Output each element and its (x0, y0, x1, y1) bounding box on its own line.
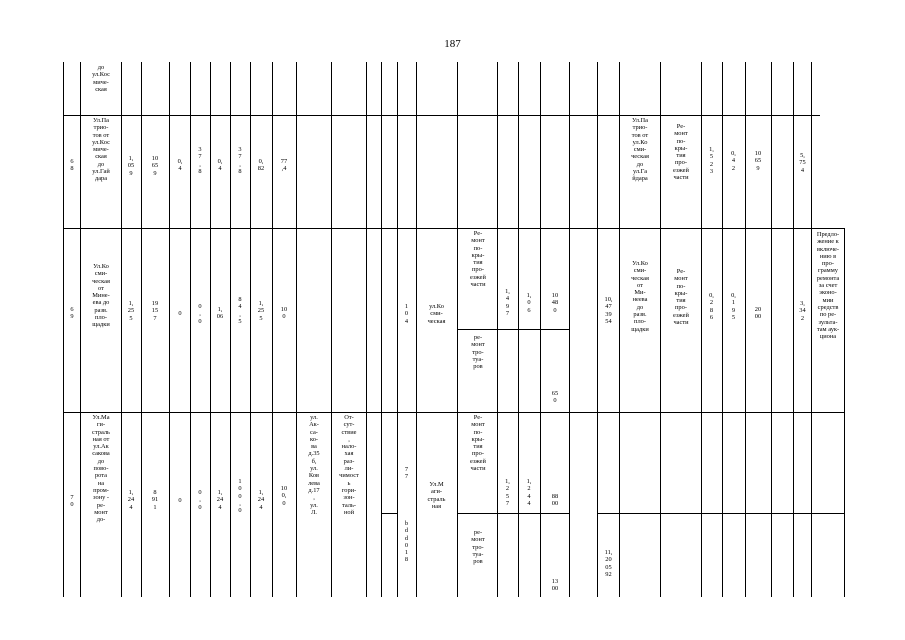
street-cell: Ул.М аги- страль ная (427, 481, 446, 510)
value-cell: 0, 82 (257, 158, 265, 173)
value-cell: 0, 4 (217, 158, 223, 173)
col-border (540, 62, 541, 597)
value-cell: 0 (178, 310, 182, 317)
col-border (121, 62, 122, 597)
col-border (701, 62, 702, 597)
address-cell: ул. Ак- са- ко- ва д.35 б, ул. Ков лева д.17 , ул. Л. (308, 414, 320, 516)
street-name-cell: Ул.Ко сми- ческая от Ми- неева до разв. пло- щадки (631, 260, 649, 333)
row-border (63, 228, 844, 229)
value-cell: 1, 2 4 4 (526, 478, 532, 507)
col-border (230, 62, 231, 597)
col-border (80, 62, 81, 597)
value-cell: 19 15 7 (151, 300, 159, 322)
note-cell: Предло- жение к включе- нию в про- грамму ремонта за счет эконо- мии средств по ре- зульта- там аук- циона (816, 231, 840, 341)
row-number: 6 9 (70, 306, 74, 321)
value-cell: 3, 34 2 (799, 300, 806, 322)
value-cell: 1, 25 5 (257, 300, 265, 322)
value-cell: 1, 5 2 3 (709, 146, 714, 175)
value-cell: 0 , 0 (198, 489, 202, 511)
value-cell: 0 (178, 497, 182, 504)
work-type-cell: ре- монт тро- туа- ров (471, 529, 485, 566)
value-cell: 1, 0 6 (526, 292, 532, 314)
value-cell: 1, 4 9 7 (505, 288, 510, 317)
sub-row-border (382, 513, 397, 514)
value-cell: 1, 05 9 (127, 155, 135, 177)
value-cell: 8 91 1 (151, 489, 159, 511)
value-cell: 77 ,4 (280, 158, 288, 173)
street-cell: ул.Ко сми- ческая (427, 303, 446, 325)
col-border (844, 228, 845, 597)
value-cell: 1 0 0 , 0 (238, 478, 242, 515)
col-border (169, 62, 170, 597)
row-border (63, 115, 820, 116)
col-border (518, 62, 519, 597)
col-border (722, 62, 723, 597)
col-border (745, 62, 746, 597)
col-border (457, 62, 458, 597)
value-cell: 13 00 (551, 578, 559, 593)
col-border (366, 62, 367, 597)
col-border (569, 62, 570, 597)
value-cell: 1, 24 4 (127, 489, 135, 511)
page-number: 187 (444, 38, 461, 50)
total-cell: 10, 47 39 54 (604, 296, 613, 325)
col-border (331, 62, 332, 597)
work-type-cell: Ре- монт по- кры- тия про- езжей части (673, 123, 689, 182)
sub-row-border (458, 513, 569, 514)
value-cell: 3 7 , 8 (198, 146, 202, 175)
street-name-cell: Ул.Па трио- тов от ул.Ко сми- ческая до ул.Га йдара (631, 117, 649, 183)
col-border (210, 62, 211, 597)
col-border (141, 62, 142, 597)
value-cell: 0 , 0 (198, 303, 202, 325)
col-border (397, 62, 398, 597)
quantity-cell: 1 0 4 (404, 303, 409, 325)
col-border (250, 62, 251, 597)
value-cell: 10 0 (280, 306, 288, 321)
work-type-cell: Ре- монт по- кры- тия про- езжей части (470, 230, 486, 289)
col-border (296, 62, 297, 597)
value-cell: 10 0, 0 (280, 485, 288, 507)
value-cell: 10 48 0 (551, 292, 559, 314)
value-cell: 0, 4 (177, 158, 183, 173)
work-type-cell: ре- монт тро- туа- ров (471, 334, 485, 371)
value-cell: 0, 1 9 5 (731, 292, 736, 321)
col-border (63, 62, 64, 597)
value-cell: 10 65 9 (754, 150, 762, 172)
value-cell: 10 65 9 (151, 155, 159, 177)
col-border (416, 62, 417, 597)
col-border (771, 62, 772, 597)
value-cell: 88 00 (551, 493, 559, 508)
col-border (190, 62, 191, 597)
sub-row-border (458, 329, 569, 330)
value-cell: 8 4 , 5 (238, 296, 242, 325)
street-name-cell: Ул.Ма ги- страль ная от ул.Ак сакова до пово- рота на пром- зону - ре- монт до- (92, 414, 110, 524)
value-cell: 5, 75 4 (799, 152, 806, 174)
value-cell: 3 7 , 8 (238, 146, 242, 175)
col-border (497, 62, 498, 597)
row-number: 6 8 (70, 158, 74, 173)
col-border (381, 62, 382, 597)
value-cell: 0, 4 2 (731, 150, 736, 172)
work-type-cell: Ре- монт по- кры- тия про- езжей части (470, 414, 486, 473)
total-cell: 11, 20 05 92 (604, 549, 613, 578)
row-border (63, 412, 844, 413)
street-name-cell: до ул.Кос миче- ская (92, 64, 110, 93)
value-cell: 1, 25 5 (127, 300, 135, 322)
col-border (793, 62, 794, 597)
col-border (272, 62, 273, 597)
value-cell: 1, 24 4 (257, 489, 265, 511)
work-type-cell: Ре- монт по- кры- тия про- езжей части (673, 268, 689, 327)
value-cell: 1, 06 (216, 306, 224, 321)
street-name-cell: Ул.Па трио- тов от ул.Кос миче- ская до ул.Гай дара (92, 117, 110, 183)
quantity-cell: 7 7 (404, 466, 409, 481)
quantity-cell: b d d 0 1 8 (404, 520, 409, 564)
issue-cell: От- сут- ствие , нало- хая раз- ли- чимост ь гори- зон- таль- ной (339, 414, 359, 516)
value-cell: 1, 24 4 (216, 489, 224, 511)
row-number: 7 0 (70, 494, 74, 509)
value-cell: 0, 2 8 6 (709, 292, 714, 321)
street-name-cell: Ул.Ко сми- ческая от Мине- ева до разв. пло- щадки (92, 263, 110, 329)
value-cell: 65 0 (551, 390, 559, 405)
value-cell: 1, 2 5 7 (505, 478, 510, 507)
col-border (597, 62, 598, 597)
value-cell: 20 00 (754, 306, 762, 321)
sub-row-border (598, 513, 844, 514)
